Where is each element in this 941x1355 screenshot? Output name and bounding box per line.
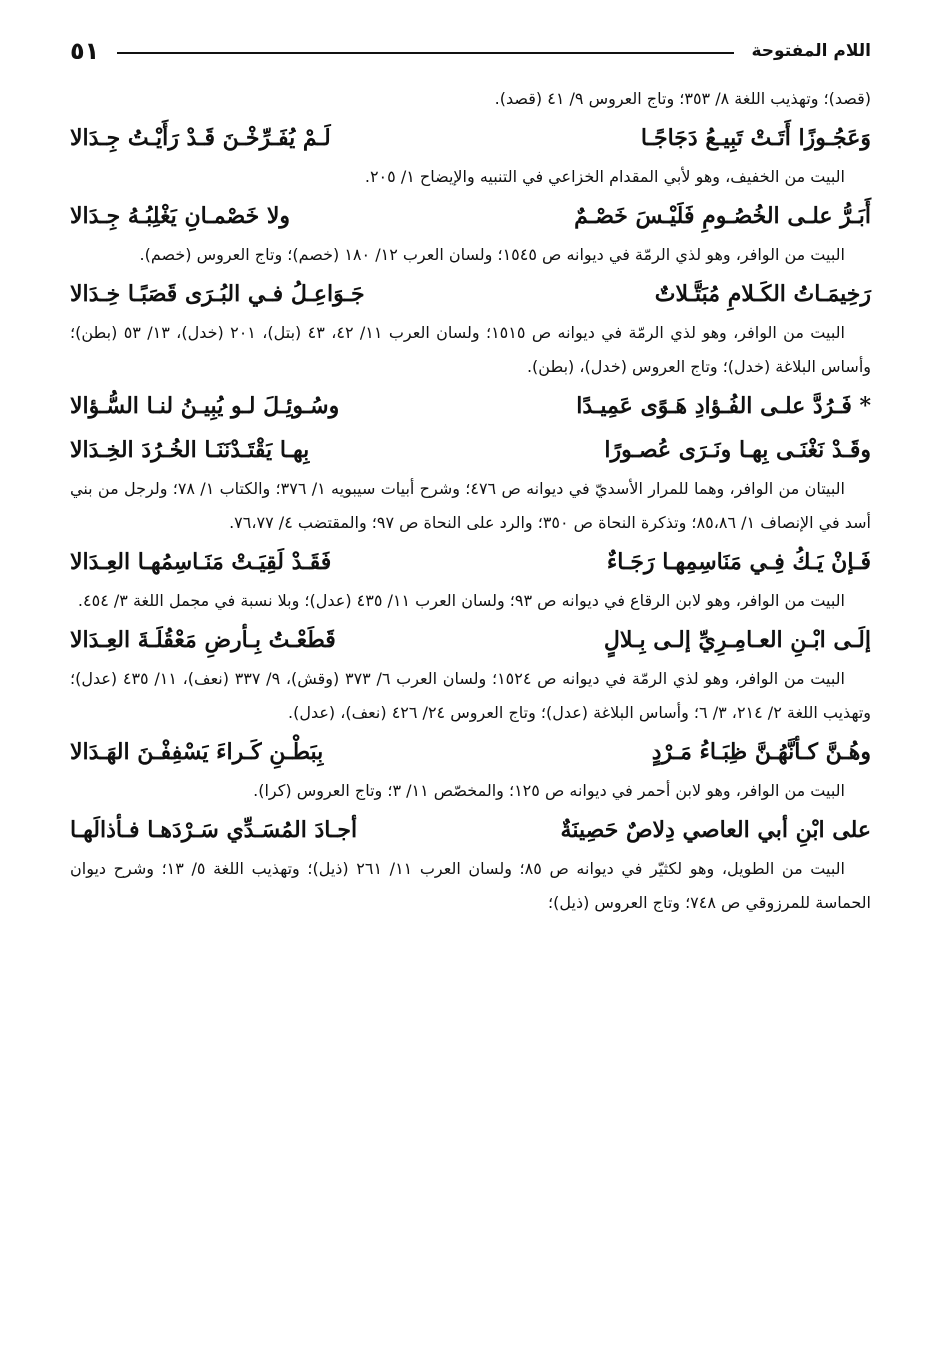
verse-second-hemistich: لَـمْ يُفَـرِّخْـنَ قَـدْ رَأَيْـتُ جِـدَالا [70,125,331,151]
running-header [70,34,871,68]
citation-paragraph: البيتان من الوافر، وهما للمرار الأسديّ في ديوانه ص ٤٧٦؛ وشرح أبيات سيبويه ١/ ٣٧٦؛ والكتاب ١/ ٧٨؛ ولرجل من بني أسد في الإنصاف ١/ ٨٥،٨٦؛ وتذكرة النحاة ص ٣٥٠؛ والرد على النحاة ص ٩٧؛ والمقتضب ٤/ ٧٦،٧٧. [70,479,871,532]
header-rule [117,52,733,54]
poetry-verse [70,808,871,852]
poetry-verse [70,618,871,662]
verse-first-hemistich: وهُـنَّ كـأنَّهُـنَّ ظِبَـاءُ مَـرْدٍ [651,739,871,765]
verse-second-hemistich: بِبَطْـنِ كَـراءَ يَسْفِفْـنَ الهَـدَالا [70,739,324,765]
chapter-title: اللام المفتوحة [751,41,871,61]
poetry-verse [70,272,871,316]
verse-second-hemistich: جَـوَاعِـلُ فـي البُـرَى قَصَبًـا خِـدَالا [70,281,365,307]
poetry-verse [70,116,871,160]
verse-first-hemistich: وقَـدْ نَغْنَـى بِهـا ونَـرَى عُصـورًا [604,437,871,463]
citation-paragraph: (قصد)؛ وتهذيب اللغة ٨/ ٣٥٣؛ وتاج العروس ٩/ ٤١ (قصد). [494,89,871,108]
citation-paragraph: البيت من الخفيف، وهو لأبي المقدام الخزاعي في التنبيه والإيضاح ١/ ٢٠٥. [364,167,845,186]
poetry-verse [70,428,871,472]
verse-first-hemistich: رَخِيمَـاتُ الكَـلامِ مُبَتَّـلاتٌ [654,281,871,307]
book-page [70,34,871,1315]
poetry-verse [70,194,871,238]
citation-paragraph: البيت من الطويل، وهو لكثيّر في ديوانه ص ٨٥؛ ولسان العرب ١١/ ٢٦١ (ذيل)؛ وتهذيب اللغة ٥/ ١٣؛ وشرح ديوان الحماسة للمرزوقي ص ٧٤٨؛ وتاج العروس (ذيل)؛ [70,859,871,912]
page-body [70,82,871,920]
citation-paragraph: البيت من الوافر، وهو لابن أحمر في ديوانه ص ١٢٥؛ والمخصّص ١١/ ٣؛ وتاج العروس (كرا). [253,781,845,800]
verse-first-hemistich: أَبَـرُّ علـى الخُصُـومِ فَلَيْـسَ خَصْـمٌ [574,203,871,229]
verse-second-hemistich: بِهـا يَقْتَـدْنَنَـا الخُـرُدَ الخِـدَالا [70,437,310,463]
verse-first-hemistich: * فَـرُدَّ علـى الفُـؤادِ هَـوًى عَمِيـدًا [576,393,871,419]
poetry-verse [70,540,871,584]
verse-second-hemistich: أجـادَ المُسَـدِّي سَـرْدَهـا فـأذالَهـا [70,817,358,843]
verse-first-hemistich: فَـإنْ يَـكُ فِـي مَنَاسِمِهـا رَجَـاءٌ [606,549,871,575]
verse-second-hemistich: ولا خَصْمـانِ يَغْلِبُـهُ جِـدَالا [70,203,290,229]
citation-paragraph: البيت من الوافر، وهو لذي الرمّة في ديوانه ص ١٥١٥؛ ولسان العرب ١١/ ٤٢، ٤٣ (بتل)، ٢٠١ (خدل)، ١٣/ ٥٣ (بطن)؛ وأساس البلاغة (خدل)؛ وتاج العروس (خدل)، (بطن). [70,323,871,376]
page-number: ٥١ [70,37,100,65]
citation-paragraph: البيت من الوافر، وهو لذي الرمّة في ديوانه ص ١٥٤٥؛ ولسان العرب ١٢/ ١٨٠ (خصم)؛ وتاج العروس (خصم). [139,245,845,264]
verse-second-hemistich: قَطَعْـتُ بِـأرضِ مَعْقُلَـةَ العِـدَالا [70,627,336,653]
verse-second-hemistich: فَقَـدْ لَقِيَـتْ مَنَـاسِمُهـا العِـدَالا [70,549,332,575]
citation-paragraph: البيت من الوافر، وهو لابن الرقاع في ديوانه ص ٩٣؛ ولسان العرب ١١/ ٤٣٥ (عدل)؛ وبلا نسبة في مجمل اللغة ٣/ ٤٥٤. [77,591,845,610]
poetry-verse [70,384,871,428]
verse-first-hemistich: وَعَجُـوزًا أَتَـتْ تَبِيـعُ دَجَاجًـا [640,125,871,151]
verse-first-hemistich: إلَـى ابْـنِ العـامِـرِيِّ إلـى بِـلالٍ [603,627,871,653]
verse-first-hemistich: على ابْنِ أبي العاصي دِلاصٌ حَصِينَةٌ [560,817,871,843]
verse-second-hemistich: وسُـوئِـلَ لـو يُبِيـنُ لنـا السُّـؤالا [70,393,340,419]
citation-paragraph: البيت من الوافر، وهو لذي الرمّة في ديوانه ص ١٥٢٤؛ ولسان العرب ٦/ ٣٧٣ (وقش)، ٩/ ٣٣٧ (نعف)، ١١/ ٤٣٥ (عدل)؛ وتهذيب اللغة ٢/ ٢١٤، ٣/ ٦؛ وأساس البلاغة (عدل)؛ وتاج العروس ٢٤/ ٤٢٦ (نعف)، (عدل). [70,669,871,722]
poetry-verse [70,730,871,774]
